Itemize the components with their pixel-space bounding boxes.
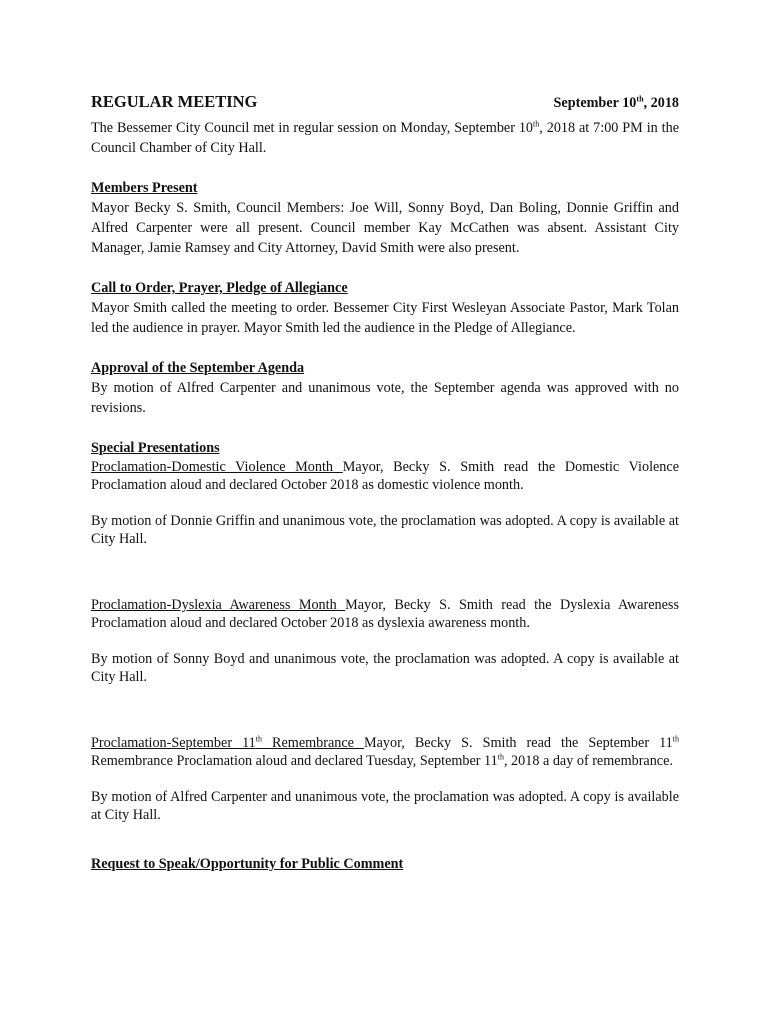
document-title: REGULAR MEETING bbox=[91, 92, 258, 111]
sept11-text-sup1: th bbox=[672, 734, 679, 744]
sept11-proclamation-paragraph bbox=[91, 734, 679, 770]
dyslexia-proclamation-text: Mayor, Becky S. Smith read the Dyslexia Awareness Proclamation aloud and declared October 2018 as dyslexia awareness month. bbox=[91, 597, 679, 631]
dv-proclamation-title: Proclamation-Domestic Violence Month bbox=[91, 459, 343, 475]
call-to-order-heading: Call to Order, Prayer, Pledge of Allegiance bbox=[91, 280, 348, 296]
call-to-order-text: Mayor Smith called the meeting to order. Bessemer City First Wesleyan Associate Pastor, Mark Tolan led the audience in prayer. Mayor Smith led the audience in the Pledge of Allegiance. bbox=[91, 300, 679, 336]
sept11-text-part2: Remembrance Proclamation aloud and declared Tuesday, September 11 bbox=[91, 753, 498, 769]
members-heading: Members Present bbox=[91, 180, 198, 196]
sept11-motion-text: By motion of Alfred Carpenter and unanimous vote, the proclamation was adopted. A copy is available at City Hall. bbox=[91, 789, 679, 823]
meeting-date-sup: th bbox=[636, 94, 644, 104]
sept11-title-sup: th bbox=[255, 734, 262, 744]
intro-text-end: , 2018 at 7:00 PM in the Council Chamber of City Hall. bbox=[91, 120, 679, 156]
dv-motion-text: By motion of Donnie Griffin and unanimous vote, the proclamation was adopted. A copy is available at City Hall. bbox=[91, 513, 679, 547]
document-page bbox=[91, 92, 679, 874]
sept11-title-end: Remembrance bbox=[261, 735, 364, 751]
meeting-date bbox=[554, 93, 679, 113]
meeting-date-year: , 2018 bbox=[643, 95, 679, 111]
sept11-title-start: Proclamation-September 11 bbox=[91, 735, 256, 751]
intro-paragraph bbox=[91, 118, 679, 158]
public-comment-heading: Request to Speak/Opportunity for Public Comment bbox=[91, 856, 404, 872]
header-row bbox=[91, 92, 679, 118]
dv-proclamation-paragraph bbox=[91, 458, 679, 494]
intro-sup: th bbox=[533, 119, 540, 129]
intro-text-start: The Bessemer City Council met in regular session on Monday, September 10 bbox=[91, 120, 534, 136]
agenda-text: By motion of Alfred Carpenter and unanimous vote, the September agenda was approved with no revisions. bbox=[91, 380, 679, 416]
dyslexia-motion-text: By motion of Sonny Boyd and unanimous vote, the proclamation was adopted. A copy is available at City Hall. bbox=[91, 651, 679, 685]
sept11-text-sup2: th bbox=[497, 752, 504, 762]
dyslexia-proclamation-paragraph bbox=[91, 596, 679, 632]
meeting-date-main: September 10 bbox=[553, 95, 637, 111]
sept11-proclamation-title bbox=[91, 735, 364, 751]
agenda-heading: Approval of the September Agenda bbox=[91, 360, 305, 376]
sept11-text-part1: Mayor, Becky S. Smith read the September 11 bbox=[364, 735, 673, 751]
dv-proclamation-text: Mayor, Becky S. Smith read the Domestic Violence Proclamation aloud and declared October 2018 as domestic violence month. bbox=[91, 459, 680, 493]
dyslexia-proclamation-title: Proclamation-Dyslexia Awareness Month bbox=[91, 597, 346, 613]
special-presentations-heading: Special Presentations bbox=[91, 440, 220, 456]
sept11-text-part3: , 2018 a day of remembrance. bbox=[503, 753, 673, 769]
members-text: Mayor Becky S. Smith, Council Members: Joe Will, Sonny Boyd, Dan Boling, Donnie Griffin and Alfred Carpenter were all present. Council member Kay McCathen was absent. Assistant City Manager, Jamie Ramsey and City Attorney, David Smith were also present. bbox=[91, 200, 679, 256]
